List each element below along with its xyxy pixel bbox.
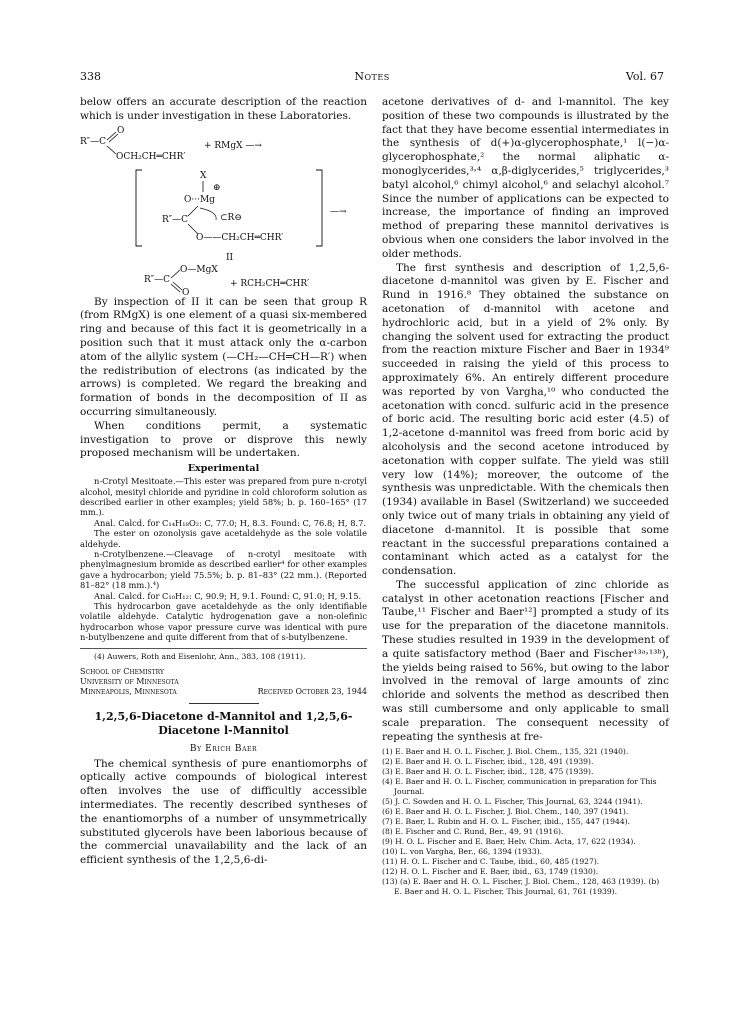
- scheme-reagent: + RMgX —→: [204, 140, 262, 151]
- affiliation-university: University of Minnesota: [80, 676, 179, 686]
- svg-text:O···Mg: O···Mg: [184, 194, 215, 205]
- scheme-product: + RCH₂CH═CHR′: [230, 278, 310, 289]
- reaction-scheme: [80, 126, 367, 296]
- footnote-4r: (4) E. Baer and H. O. L. Fischer, communication in preparation for This Journal.: [382, 777, 657, 797]
- svg-text:O: O: [117, 125, 125, 136]
- footnote-3: (3) E. Baer and H. O. L. Fischer, ibid., 128, 475 (1939).: [382, 767, 594, 777]
- svg-text:O—MgX: O—MgX: [180, 264, 218, 275]
- right-column: [382, 96, 669, 897]
- exp-crotyl-mesitoate: n-Crotyl Mesitoate.—This ester was prepared from pure n-crotyl alcohol, mesityl chloride and pyridine in cold chloroform solution as described earlier in other examples; yield 58%; b. p. 160–165° (17 mm.).: [80, 476, 367, 518]
- paragraph-mechanism: By inspection of II it can be seen that group R (from RMgX) is one element of a quasi six-membered ring and because of this fact it is geometrically in a position such that it must attack only the α-carbon atom of the allylic system (—CH₂—CH═CH—R′) when the redistribution of electrons (as indicated by the arrows) is completed. We regard the breaking and formation of bonds in the decomposition of II as occurring simultaneously.: [80, 295, 367, 418]
- reaction-scheme-drawing: [80, 126, 367, 296]
- svg-text:—→: —→: [330, 206, 347, 217]
- footnote-13: (13) (a) E. Baer and H. O. L. Fischer, J. Biol. Chem., 128, 463 (1939). (b) E. Baer and H. O. L. Fischer, This Journal, 61, 761 (1939).: [382, 877, 660, 897]
- affiliation-city: Minneapolis, Minnesota: [80, 686, 177, 696]
- svg-text:⊂R⊖: ⊂R⊖: [220, 212, 242, 223]
- footnote-4: (4) Auwers, Roth and Eisenlohr, Ann., 383, 108 (1911).: [94, 651, 306, 661]
- footnote-7: (7) E. Baer, L. Rubin and H. O. L. Fischer, ibid., 155, 447 (1944).: [382, 817, 631, 827]
- svg-text:O: O: [182, 287, 190, 296]
- exp-hydrocarbon: This hydrocarbon gave acetaldehyde as the only identifiable volatile aldehyde. Catalytic hydrogenation gave a non-olefinic hydrocarbon whose vapor pressure curve was identical with pure n-butylbenzene and quite different from that of s-butylbenzene.: [80, 601, 367, 643]
- footnote-9: (9) H. O. L. Fischer and E. Baer, Helv. Chim. Acta, 17, 622 (1934).: [382, 837, 636, 847]
- section-header: Notes: [354, 70, 390, 83]
- footnote-6: (6) E. Baer and H. O. L. Fischer, J. Biol. Chem., 140, 397 (1941).: [382, 807, 629, 817]
- svg-text:O——CH₂CH═CHR′: O——CH₂CH═CHR′: [196, 232, 284, 243]
- exp-analysis-1: Anal. Calcd. for C₁₄H₁₈O₂: C, 77.0; H, 8.3. Found: C, 76.8; H, 8.7.: [94, 517, 367, 528]
- exp-analysis-2: Anal. Calcd. for C₁₀H₁₂: C, 90.9; H, 9.1. Found: C, 91.0; H, 9.15.: [94, 590, 362, 601]
- divider-rule: [189, 703, 259, 704]
- article-title: 1,2,5,6-Diacetone d-Mannitol and 1,2,5,6-Diacetone l-Mannitol: [94, 709, 353, 737]
- footnote-8: (8) E. Fischer and C. Rund, Ber., 49, 91 (1916).: [382, 827, 564, 837]
- footnote-11: (11) H. O. L. Fischer and C. Taube, ibid., 60, 485 (1927).: [382, 857, 600, 867]
- received-date: Received October 23, 1944: [257, 686, 367, 696]
- exp-ozonolysis: The ester on ozonolysis gave acetaldehyde as the sole volatile aldehyde.: [80, 528, 367, 549]
- paragraph-intro-article: The chemical synthesis of pure enantiomorphs of optically active compounds of biological interest often involves the use of difficultly accessible intermediates. The recently described syntheses of the enantiomorphs of a number of unsymmetrically substituted glycerols have been laborious because of the commercial unavailability and the lack of an efficient synthesis of the 1,2,5,6-di-: [80, 757, 367, 867]
- volume-label: Vol. 67: [625, 70, 664, 83]
- scheme-ii-label: II: [226, 252, 234, 263]
- paragraph-first-synthesis: The first synthesis and description of 1,2,5,6-diacetone d-mannitol was given by E. Fischer and Rund in 1916.⁸ They obtained the substance on acetonation of d-mannitol with acetone and hydrochloric acid, but in a yield of 2% only. By changing the solvent used for extracting the product from the reaction mixture Fischer and Baer in 1934⁹ succeeded in raising the yield of this process to approximately 6%. An entirely different procedure was reported by von Vargha,¹⁰ who conducted the acetonation with concd. sulfuric acid in the presence of boric acid. The resulting boric acid ester (4.5) of 1,2-acetone d-mannitol was freed from boric acid by alcoholysis and the second acetone introduced by acetonation with copper sulfate. The yield was still very low (14%); moreover, the outcome of the synthesis was unpredictable. With the chemicals then (1934) available in Basel (Switzerland) we succeeded only twice out of many trials in obtaining any yield of diacetone d-mannitol. It is possible that some reactant in the successful preparations contained a contaminant which acted as a catalyst for the condensation.: [382, 261, 669, 578]
- affiliation: [80, 667, 367, 697]
- exp-crotylbenzene: n-Crotylbenzene.—Cleavage of n-crotyl mesitoate with phenylmagnesium bromide as described earlier⁴ for other examples gave a hydrocarbon; yield 75.5%; b. p. 81–83° (22 mm.). (Reported 81–82° (18 mm.).⁴): [80, 549, 367, 591]
- footnotes: [382, 747, 669, 897]
- page-number: 338: [80, 70, 101, 83]
- paragraph-key-position: acetone derivatives of d- and l-mannitol. The key position of these two compounds is illustrated by the fact that they have become essential intermediates in the synthesis of d(+)α-glycerophosphate,¹ l(−)α-glycerophosphate,² the normal aliphatic α-monoglycerides,³˒⁴ α,β-diglycerides,⁵ triglycerides,³ batyl alcohol,⁶ chimyl alcohol,⁶ and selachyl alcohol.⁷ Since the number of applications can be expected to increase, the importance of finding an improved method of preparing these mannitol derivatives is obvious when one considers the labor involved in the older methods.: [382, 96, 669, 260]
- paragraph-future-work: When conditions permit, a systematic investigation to prove or disprove this newly proposed mechanism will be undertaken.: [80, 419, 367, 460]
- svg-text:R″—C: R″—C: [144, 274, 171, 285]
- footnote-10: (10) L. von Vargha, Ber., 66, 1394 (1933).: [382, 847, 543, 857]
- footnote-1: (1) E. Baer and H. O. L. Fischer, J. Biol. Chem., 135, 321 (1940).: [382, 747, 629, 757]
- affiliation-school: School of Chemistry: [80, 666, 164, 676]
- footnote-12: (12) H. O. L. Fischer and E. Baer, ibid., 63, 1749 (1930).: [382, 867, 599, 877]
- running-header: [80, 70, 664, 84]
- svg-text:R″—C: R″—C: [80, 136, 107, 147]
- article-byline: By Erich Baer: [189, 743, 258, 754]
- paragraph-zinc-chloride: The successful application of zinc chloride as catalyst in other acetonation reactions [Fischer and Taube,¹¹ Fischer and Baer¹²] prompted a study of its use for the preparation of the diacetone mannitols. These studies resulted in 1939 in the development of a quite satisfactory method (Baer and Fischer¹³ᵃ˒¹³ᵇ), the yields being raised to 56%, but owing to the labor involved in the removal of large amounts of zinc chloride and solvents the method as described then was still cumbersome and only applicable to small scale preparation. The consequent necessity of repeating the synthesis at fre-: [382, 578, 669, 743]
- svg-text:OCH₂CH═CHR′: OCH₂CH═CHR′: [116, 151, 186, 162]
- footnote-5: (5) J. C. Sowden and H. O. L. Fischer, This Journal, 63, 3244 (1941).: [382, 797, 643, 807]
- footnote-2: (2) E. Baer and H. O. L. Fischer, ibid., 128, 491 (1939).: [382, 757, 594, 767]
- experimental-heading: Experimental: [187, 463, 260, 475]
- intro-paragraph: below offers an accurate description of the reaction which is under investigation in these Laboratories.: [80, 96, 367, 122]
- svg-text:⊕: ⊕: [213, 182, 221, 193]
- svg-text:R″—C: R″—C: [162, 214, 189, 225]
- left-column: [80, 96, 367, 868]
- svg-text:X: X: [200, 170, 207, 181]
